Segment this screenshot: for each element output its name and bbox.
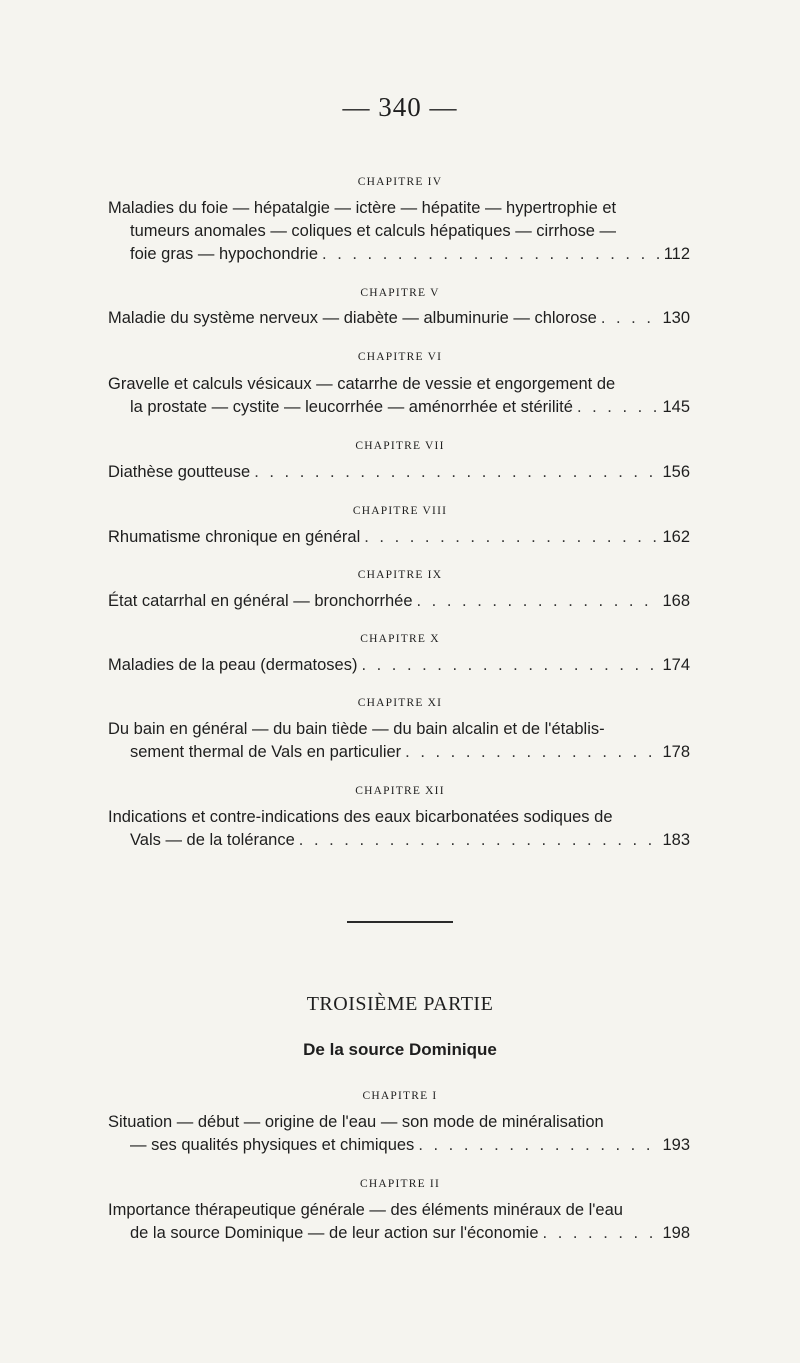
chapter-heading: CHAPITRE VI xyxy=(357,351,443,363)
chapter-heading: CHAPITRE X xyxy=(360,633,440,645)
entry-last-line xyxy=(130,1134,690,1156)
entry-line: Indications et contre-indications des eaux bicarbonatées sodiques de xyxy=(108,808,613,826)
entry-last-line xyxy=(130,396,690,418)
leader-dots xyxy=(322,243,660,265)
entry-line: Maladies du foie — hépatalgie — ictère — hépatite — hypertrophie et xyxy=(108,199,617,217)
entry-text: Vals — de la tolérance xyxy=(130,831,295,849)
leader-dots xyxy=(254,461,658,483)
section-divider xyxy=(347,921,453,923)
entry-last-line xyxy=(108,590,690,612)
part-title: TROISIÈME PARTIE xyxy=(306,993,494,1015)
page-ref: 174 xyxy=(662,656,690,674)
chapter-heading: CHAPITRE V xyxy=(360,287,440,299)
page-ref: 193 xyxy=(662,1136,690,1154)
entry-last-line xyxy=(130,829,690,851)
entry-text: Diathèse goutteuse xyxy=(108,463,251,481)
page-ref: 145 xyxy=(662,398,690,416)
leader-dots xyxy=(601,307,659,329)
entry-last-line xyxy=(130,741,690,763)
leader-dots xyxy=(418,1134,658,1156)
entry-last-line xyxy=(108,526,690,548)
chapter-heading: CHAPITRE II xyxy=(360,1178,440,1190)
entry-line: Situation — début — origine de l'eau — son mode de minéralisation xyxy=(108,1113,604,1131)
entry-text: sement thermal de Vals en particulier xyxy=(130,743,402,761)
page-ref: 168 xyxy=(662,592,690,610)
page-ref: 130 xyxy=(662,309,690,327)
page-ref: 198 xyxy=(662,1224,690,1242)
entry-last-line xyxy=(130,243,690,265)
chapter-heading: CHAPITRE IX xyxy=(357,569,443,581)
part-subtitle: De la source Dominique xyxy=(303,1040,497,1059)
page-ref: 112 xyxy=(663,245,690,263)
chapter-heading: CHAPITRE I xyxy=(362,1090,438,1102)
entry-text: Maladies de la peau (dermatoses) xyxy=(108,656,358,674)
chapter-heading: CHAPITRE VII xyxy=(355,440,445,452)
entry-line: Gravelle et calculs vésicaux — catarrhe de vessie et engorgement de xyxy=(108,375,616,393)
entry-text: — ses qualités physiques et chimiques xyxy=(130,1136,415,1154)
leader-dots xyxy=(361,654,658,676)
entry-last-line xyxy=(108,461,690,483)
entry-line: Importance thérapeutique générale — des éléments minéraux de l'eau xyxy=(108,1201,623,1219)
leader-dots xyxy=(405,741,658,763)
leader-dots xyxy=(417,590,659,612)
entry-text: foie gras — hypochondrie xyxy=(130,245,319,263)
leader-dots xyxy=(364,526,658,548)
entry-line: Du bain en général — du bain tiède — du bain alcalin et de l'établis- xyxy=(108,720,605,738)
entry-text: de la source Dominique — de leur action sur l'économie xyxy=(130,1224,539,1242)
page-ref: 156 xyxy=(662,463,690,481)
entry-text: la prostate — cystite — leucorrhée — aménorrhée et stérilité xyxy=(130,398,573,416)
page-number: — 340 — xyxy=(342,92,458,122)
entry-last-line xyxy=(108,654,690,676)
chapter-heading: CHAPITRE IV xyxy=(357,176,443,188)
leader-dots xyxy=(299,829,659,851)
leader-dots xyxy=(543,1222,659,1244)
entry-text: Maladie du système nerveux — diabète — albuminurie — chlorose xyxy=(108,309,597,327)
leader-dots xyxy=(577,396,659,418)
chapter-heading: CHAPITRE XII xyxy=(355,785,445,797)
entry-last-line xyxy=(108,307,690,329)
chapter-heading: CHAPITRE VIII xyxy=(352,505,448,517)
entry-text: État catarrhal en général — bronchorrhée xyxy=(108,592,413,610)
chapter-heading: CHAPITRE XI xyxy=(357,697,443,709)
entry-text: Rhumatisme chronique en général xyxy=(108,528,361,546)
page-ref: 178 xyxy=(662,743,690,761)
entry-last-line xyxy=(130,1222,690,1244)
page-ref: 162 xyxy=(662,528,690,546)
entry-line: tumeurs anomales — coliques et calculs hépatiques — cirrhose — xyxy=(130,222,617,240)
page-ref: 183 xyxy=(662,831,690,849)
